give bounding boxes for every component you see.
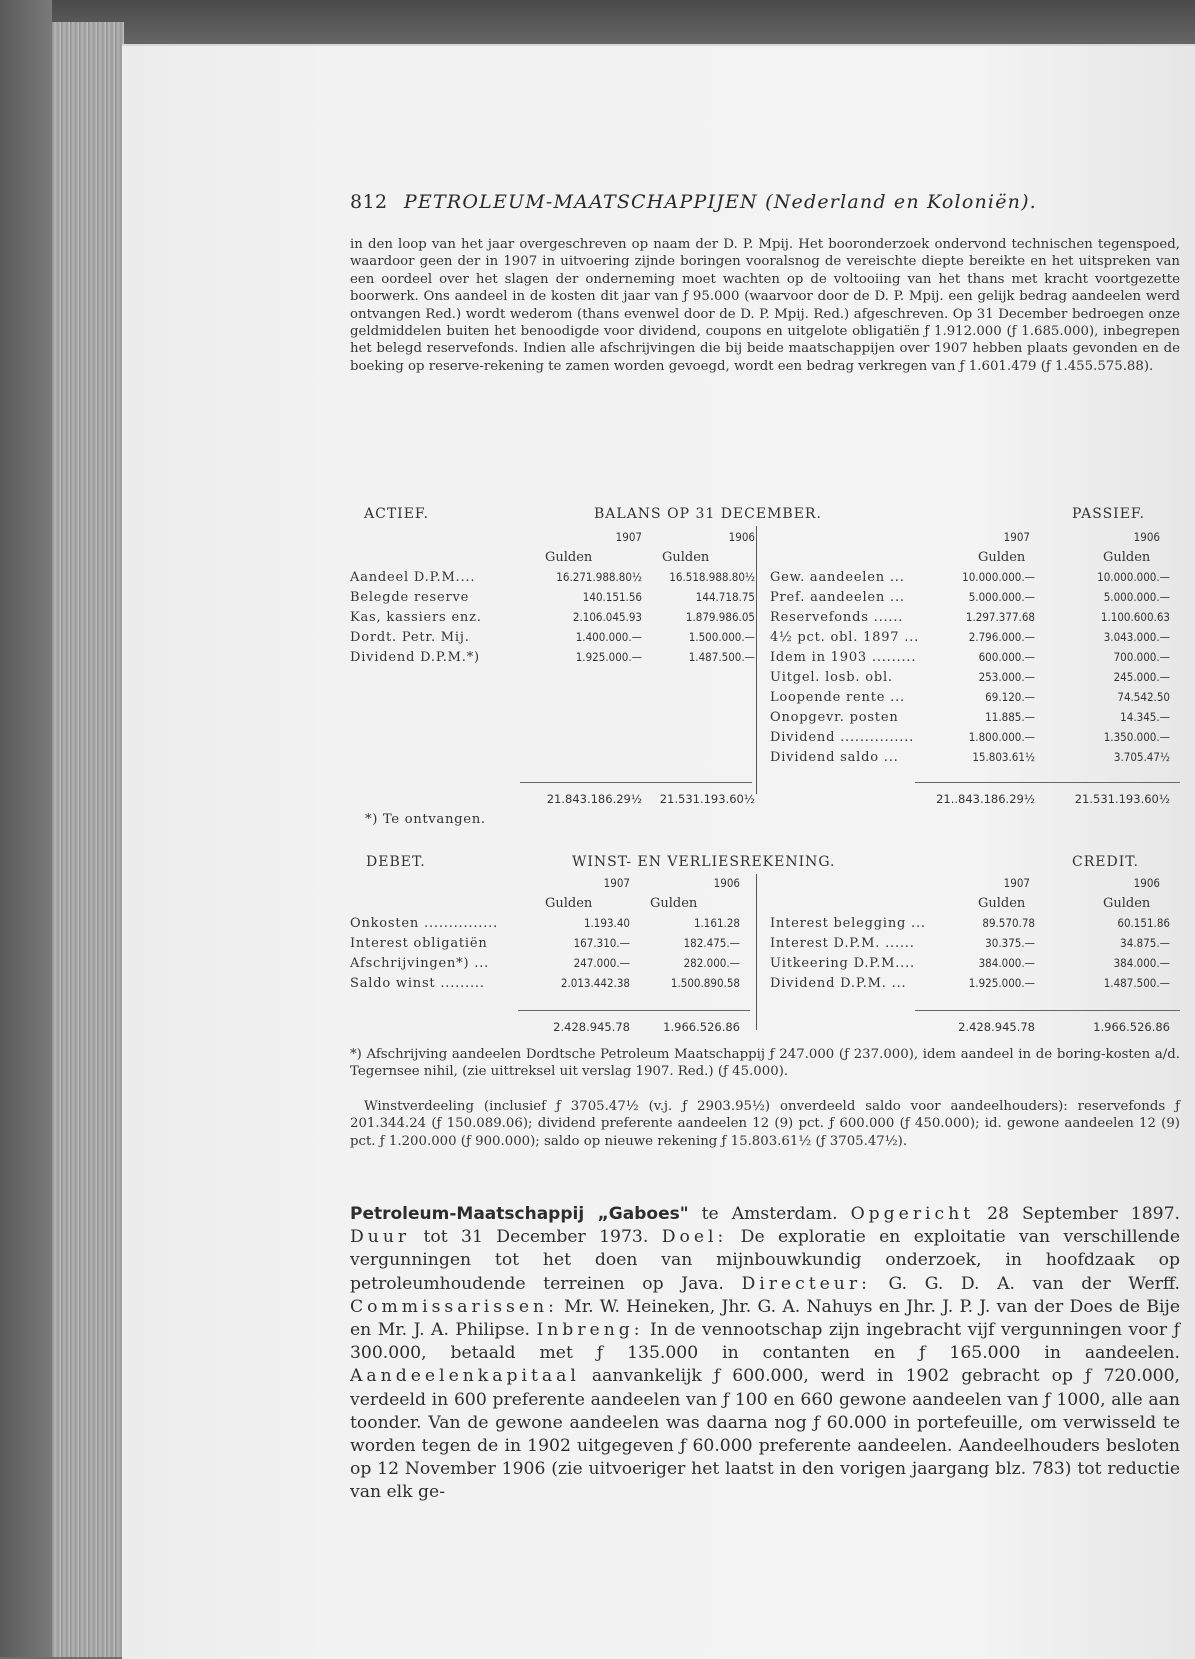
intro-paragraph: in den loop van het jaar overgeschreven op naam der D. P. Mpij. Het booronderzoek ondervond technischen tegenspoed, waardoor geen der in 1907 in uitvoering zijnde boringen vooralsnog de vereischte diepte bereikte en het uitspreken van een oordeel over het slagen der onderneming moet wachten op de voltooiing van het thans met kracht voortgezette boorwerk. Ons aandeel in de kosten dit jaar van ƒ 95.000 (waarvoor door de D. P. Mpij. een gelijk bedrag aandeelen werd ontvangen Red.) wordt wederom (thans evenwel door de D. P. Mpij. Red.) afgeschreven. Op 31 December bedroegen onze geldmiddelen buiten het benoodigde voor dividend, coupons en uitgelote obligatiën ƒ 1.912.000 (ƒ 1.685.000), inbegrepen het belegd reservefonds. Indien alle afschrijvingen die bij beide maatschappijen over 1907 hebben plaats gevonden en de boeking op reserve-rekening te zamen worden gevoegd, wordt een bedrag verkregen van ƒ 1.601.479 (ƒ 1.455.575.88). — [350, 237, 1180, 374]
liability-value-1906: 1.350.000.— — [1103, 730, 1170, 744]
liability-row — [350, 630, 1180, 650]
liability-value-1907: 1.800.000.— — [968, 730, 1035, 744]
asset-label: Aandeel D.P.M.... — [350, 570, 476, 585]
year-row — [350, 530, 1180, 550]
debit-year-1907: 1907 — [603, 876, 630, 890]
credit-value-1907: 30.375.— — [985, 936, 1035, 950]
liability-value-1907: 11.885.— — [985, 710, 1035, 724]
debit-currency-1906: Gulden — [650, 896, 698, 911]
credit-heading: CREDIT. — [1072, 854, 1139, 870]
liability-row — [350, 730, 1180, 750]
credit-value-1906: 384.000.— — [1113, 956, 1170, 970]
debit-total-1906: 1.966.526.86 — [663, 1020, 740, 1034]
liability-value-1907: 10.000.000.— — [962, 570, 1035, 584]
liability-label: Onopgevr. posten — [770, 710, 899, 725]
keyword-doel: Doel: — [661, 1227, 728, 1248]
currency-row — [350, 896, 1180, 916]
debit-year-1906: 1906 — [713, 876, 740, 890]
debit-value-1907: 2.013.442.38 — [560, 976, 630, 990]
liabilities-heading: PASSIEF. — [1072, 506, 1145, 522]
liability-row — [350, 570, 1180, 590]
asset-currency-1906: Gulden — [662, 550, 710, 565]
assets-total-1907: 21.843.186.29½ — [546, 792, 642, 806]
totals-row — [350, 792, 1180, 812]
company-entry-gaboes — [350, 1203, 1180, 1505]
asset-value-1906: 144.718.75 — [695, 590, 755, 604]
asset-year-1906: 1906 — [728, 530, 755, 544]
balance-title: BALANS OP 31 DECEMBER. — [594, 506, 822, 522]
liability-row — [350, 610, 1180, 630]
liabilities-total-1907: 21..843.186.29½ — [936, 792, 1035, 806]
liability-row — [350, 690, 1180, 710]
liability-row — [350, 750, 1180, 770]
liability-value-1906: 3.043.000.— — [1103, 630, 1170, 644]
liability-label: Loopende rente ... — [770, 690, 905, 705]
asset-value-1907: 1.400.000.— — [575, 630, 642, 644]
duration-text: tot 31 December 1973. — [410, 1227, 662, 1248]
credit-total-1907: 2.428.945.78 — [958, 1020, 1035, 1034]
liability-label: Dividend saldo ... — [770, 750, 899, 765]
asset-currency-1907: Gulden — [545, 550, 593, 565]
liability-label: Gew. aandeelen ... — [770, 570, 905, 585]
asset-value-1907: 2.106.045.93 — [572, 610, 642, 624]
liability-value-1906: 245.000.— — [1113, 670, 1170, 684]
liability-value-1906: 14.345.— — [1120, 710, 1170, 724]
liability-row — [350, 590, 1180, 610]
page-title: PETROLEUM-MAATSCHAPPIJEN (Nederland en Koloniën). — [403, 191, 1037, 213]
share-capital-text: aanvankelijk ƒ 600.000, werd in 1902 gebracht op ƒ 720.000, verdeeld in 600 preferente aandeelen van ƒ 100 en 660 gewone aandeelen van ƒ 1000, alle aan toonder. Van de gewone aandeelen was daarna nog ƒ 60.000 in portefeuille, om verwisseld te worden tegen de in 1902 uitgegeven ƒ 60.000 preferente aandeelen. Aandeelhouders besloten op 12 November 1906 (zie uitvoeriger het laatst in den vorigen jaargang blz. 783) tot reductie van elk ge- — [350, 1366, 1180, 1503]
profit-loss-headings — [350, 854, 1180, 874]
credit-sum-rule — [915, 1010, 1180, 1011]
asset-value-1907: 16.271.988.80½ — [556, 570, 642, 584]
keyword-inbreng: Inbreng: — [536, 1320, 644, 1341]
credit-label: Dividend D.P.M. ... — [770, 976, 907, 991]
asset-year-1907: 1907 — [615, 530, 642, 544]
credit-value-1906: 34.875.— — [1120, 936, 1170, 950]
liability-value-1907: 600.000.— — [978, 650, 1035, 664]
keyword-opgericht: Opgericht — [850, 1204, 975, 1224]
liability-row — [350, 710, 1180, 730]
credit-row — [350, 936, 1180, 956]
debit-value-1906: 182.475.— — [683, 936, 740, 950]
assets-total-1906: 21.531.193.60½ — [659, 792, 755, 806]
credit-value-1906: 60.151.86 — [1117, 916, 1170, 930]
debit-label: Saldo winst ......... — [350, 976, 485, 991]
founded-text: 28 September 1897. — [974, 1204, 1180, 1224]
keyword-directeur: Directeur: — [741, 1273, 871, 1294]
credit-value-1907: 384.000.— — [978, 956, 1035, 970]
liabilities-total-1906: 21.531.193.60½ — [1074, 792, 1170, 806]
liability-label: Idem in 1903 ......... — [770, 650, 917, 665]
debit-value-1906: 1.500.890.58 — [670, 976, 740, 990]
book-page — [122, 44, 1195, 1659]
liability-value-1907: 15.803.61½ — [972, 750, 1035, 764]
credit-row — [350, 916, 1180, 936]
debit-value-1906: 282.000.— — [683, 956, 740, 970]
asset-value-1906: 1.879.986.05 — [685, 610, 755, 624]
running-head — [350, 191, 1180, 213]
liability-label: Uitgel. losb. obl. — [770, 670, 893, 685]
credit-currency-1906: Gulden — [1103, 896, 1151, 911]
purpose-text: De exploratie en exploitatie van verschillende vergunningen tot het doen van mijnbouwkundig onderzoek, in hoofdzaak op petroleumhoudende terreinen op Java. — [350, 1227, 1180, 1294]
balance-footnote: *) Te ontvangen. — [365, 812, 486, 827]
company-location: te Amsterdam. — [688, 1204, 851, 1224]
profit-distribution-paragraph: Winstverdeeling (inclusief ƒ 3705.47½ (v.j. ƒ 2903.95½) onverdeeld saldo voor aandeelhouders): reservefonds ƒ 201.344.24 (ƒ 150.089.06); dividend preferente aandeelen 12 (9) pct. ƒ 600.000 (ƒ 450.000); id. gewone aandeelen 12 (9) pct. ƒ 1.200.000 (ƒ 900.000); saldo op nieuwe rekening ƒ 15.803.61½ (ƒ 3705.47½). — [350, 1099, 1180, 1149]
credit-row — [350, 976, 1180, 996]
credit-currency-1907: Gulden — [978, 896, 1026, 911]
debit-currency-1907: Gulden — [545, 896, 593, 911]
credit-year-1906: 1906 — [1133, 876, 1160, 890]
company-name: Petroleum-Maatschappij „Gaboes" — [350, 1204, 689, 1224]
liability-label: Reservefonds ...... — [770, 610, 904, 625]
credit-value-1906: 1.487.500.— — [1103, 976, 1170, 990]
debit-sum-rule — [518, 1010, 750, 1011]
book-spine — [0, 0, 52, 1657]
credit-value-1907: 89.570.78 — [982, 916, 1035, 930]
asset-value-1907: 140.151.56 — [582, 590, 642, 604]
liabilities-sum-rule — [915, 782, 1180, 783]
debit-value-1907: 247.000.— — [573, 956, 630, 970]
director-text: G. G. D. A. van der Werff. — [870, 1273, 1180, 1294]
liab-currency-1907: Gulden — [978, 550, 1026, 565]
debit-label: Interest obligatiën — [350, 936, 488, 951]
asset-value-1906: 1.500.000.— — [688, 630, 755, 644]
debit-value-1906: 1.161.28 — [693, 916, 740, 930]
totals-row — [350, 1020, 1180, 1040]
liability-value-1907: 253.000.— — [978, 670, 1035, 684]
debit-value-1907: 1.193.40 — [583, 916, 630, 930]
page-edges — [52, 22, 124, 1657]
asset-label: Kas, kassiers enz. — [350, 610, 482, 625]
liability-value-1907: 1.297.377.68 — [965, 610, 1035, 624]
asset-value-1907: 1.925.000.— — [575, 650, 642, 664]
liability-value-1906: 74.542.50 — [1117, 690, 1170, 704]
assets-heading: ACTIEF. — [364, 506, 429, 522]
keyword-duur: Duur — [350, 1227, 411, 1248]
debit-value-1907: 167.310.— — [573, 936, 630, 950]
liability-label: Dividend ............... — [770, 730, 915, 745]
balance-sheet-headings — [350, 506, 1180, 526]
keyword-commissarissen: Commissarissen: — [350, 1296, 558, 1317]
liab-year-1907: 1907 — [1003, 530, 1030, 544]
debit-total-1907: 2.428.945.78 — [553, 1020, 630, 1034]
asset-value-1906: 1.487.500.— — [688, 650, 755, 664]
asset-label: Dordt. Petr. Mij. — [350, 630, 470, 645]
commissioners-text: Mr. W. Heineken, Jhr. G. A. Nahuys en Jhr. J. P. J. van der Does de Bije en Mr. J. A. Philipse. — [350, 1296, 1180, 1341]
liability-value-1907: 5.000.000.— — [968, 590, 1035, 604]
liability-value-1906: 1.100.600.63 — [1100, 610, 1170, 624]
asset-value-1906: 16.518.988.80½ — [669, 570, 755, 584]
liability-value-1907: 69.120.— — [985, 690, 1035, 704]
liability-row — [350, 670, 1180, 690]
credit-label: Interest D.P.M. ...... — [770, 936, 915, 951]
page-number: 812 — [350, 191, 388, 213]
liability-value-1906: 5.000.000.— — [1103, 590, 1170, 604]
asset-label: Belegde reserve — [350, 590, 470, 605]
contribution-text: In de vennootschap zijn ingebracht vijf vergunningen voor ƒ 300.000, betaald met ƒ 135.000 in contanten en ƒ 165.000 in aandeelen. — [350, 1320, 1180, 1364]
liability-value-1906: 10.000.000.— — [1097, 570, 1170, 584]
credit-label: Uitkeering D.P.M.... — [770, 956, 915, 971]
debit-label: Onkosten ............... — [350, 916, 499, 931]
liability-row — [350, 650, 1180, 670]
keyword-aandeelenkapitaal: Aandeelenkapitaal — [350, 1366, 580, 1387]
currency-row — [350, 550, 1180, 570]
liability-label: 4½ pct. obl. 1897 ... — [770, 630, 920, 645]
profit-loss-title: WINST- EN VERLIESREKENING. — [572, 854, 836, 870]
liability-label: Pref. aandeelen ... — [770, 590, 905, 605]
liability-value-1906: 700.000.— — [1113, 650, 1170, 664]
credit-label: Interest belegging ... — [770, 916, 926, 931]
year-row — [350, 876, 1180, 896]
credit-row — [350, 956, 1180, 976]
liab-year-1906: 1906 — [1133, 530, 1160, 544]
credit-value-1907: 1.925.000.— — [968, 976, 1035, 990]
credit-year-1907: 1907 — [1003, 876, 1030, 890]
debit-heading: DEBET. — [366, 854, 426, 870]
asset-label: Dividend D.P.M.*) — [350, 650, 480, 665]
liability-value-1906: 3.705.47½ — [1113, 750, 1170, 764]
credit-total-1906: 1.966.526.86 — [1093, 1020, 1170, 1034]
depreciation-footnote: *) Afschrijving aandeelen Dordtsche Petroleum Maatschappij ƒ 247.000 (ƒ 237.000), idem aandeel in de boring-kosten a/d. Tegernsee nihil, (zie uittreksel uit verslag 1907. Red.) (ƒ 45.000). — [350, 1047, 1180, 1080]
liab-currency-1906: Gulden — [1103, 550, 1151, 565]
liability-value-1907: 2.796.000.— — [968, 630, 1035, 644]
debit-label: Afschrijvingen*) ... — [350, 956, 490, 971]
assets-sum-rule — [520, 782, 752, 783]
